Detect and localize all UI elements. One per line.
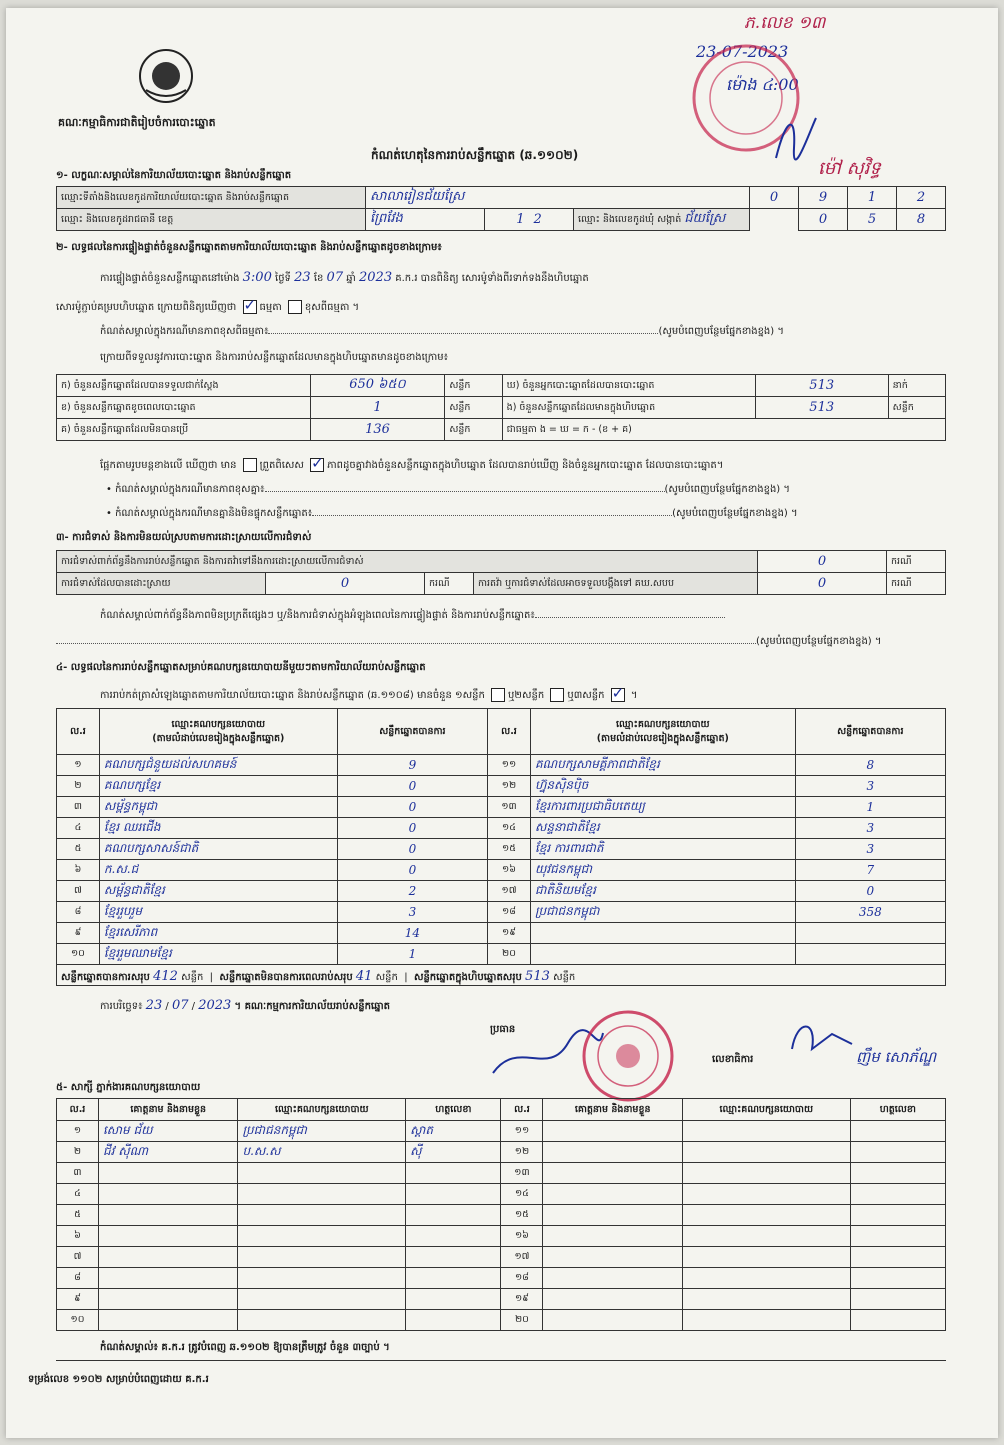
difference-checkbox[interactable] [243,458,257,472]
committee-name: គណៈកម្មាធិការជាតិរៀបចំការបោះឆ្នោត [58,116,216,129]
receipt-signature [766,108,826,168]
agent-signature [406,1205,501,1226]
party-votes: 3 [795,839,945,860]
party-name: ខ្មែរសេរីភាព [99,923,337,944]
party-name [530,923,795,944]
spoiled-ballots-value: 1 [373,400,382,415]
commune-name: ជ័យស្រែ [684,211,726,226]
agent-party [238,1247,406,1268]
party-name: ខ្មែរការពារប្រជាធិបតេយ្យ [530,797,795,818]
results-row [57,923,946,944]
party-name: គណបក្សជំនួយដល់សហគមន៍ [99,755,337,776]
agent-name [543,1163,682,1184]
party-agents-table [56,1098,946,1331]
agent-number: ៨ [57,1268,99,1289]
one-sheet-checkbox[interactable] [491,688,505,702]
agent-number: ១២ [501,1142,543,1163]
agent-signature [406,1247,501,1268]
party-votes: 0 [337,839,487,860]
form-page [6,8,998,1438]
agent-signature [850,1247,945,1268]
party-name: ហ្វ៊ុនស៊ិនប៉ិច [530,776,795,797]
results-row [57,881,946,902]
agent-party [238,1310,406,1331]
receipt-signer-name: ម៉ៅ សុវិទ្ធ [818,158,881,179]
party-votes: 1 [795,797,945,818]
station-code-1: 0 [750,187,799,209]
form-title: កំណត់ហេតុនៃការរាប់សន្លឹកឆ្នោត (ឆ.១១០២) [371,148,579,162]
results-row [57,797,946,818]
party-number: ១៩ [488,923,531,944]
agent-name [98,1310,237,1331]
party-number: ៩ [57,923,100,944]
party-votes: 0 [337,860,487,881]
agent-name [98,1268,237,1289]
chair-label: ប្រធាន [490,1024,516,1035]
col-no-left: ល.រ [57,709,100,755]
normal-checkbox[interactable] [243,300,257,314]
agent-signature [850,1163,945,1184]
agent-party [682,1268,850,1289]
party-name: ខ្មែរ ការពារជាតិ [530,839,795,860]
agent-name [98,1247,237,1268]
appeal-label: ការតវ៉ា ឬការជំទាស់ដែលអាចទទួលបង្ដឹងទៅ គឃ.សបប [474,573,758,595]
agent-number: ១៦ [501,1226,543,1247]
party-name: គណបក្សសាមគ្គីភាពជាតិខ្មែរ [530,755,795,776]
total-in-box: 513 [525,969,550,984]
results-row [57,818,946,839]
agent-number: ១៩ [501,1289,543,1310]
agent-number: ១ [57,1121,99,1142]
party-votes: 9 [337,755,487,776]
box-ballots-label: ង) ចំនួនសន្លឹកឆ្នោតដែលមានក្នុងហិបឆ្នោត [502,397,755,419]
party-number: ១១ [488,755,531,776]
objections-value: 0 [758,551,887,573]
agent-party [682,1310,850,1331]
agent-name: សោម ជ័យ [98,1121,237,1142]
agent-number: ២ [57,1142,99,1163]
date-day: 23 [145,998,163,1013]
party-number: ១៤ [488,818,531,839]
agents-col-sign-left: ហត្ថលេខា [406,1099,501,1121]
party-number: ២០ [488,944,531,965]
agent-party [238,1205,406,1226]
province-label: ឈ្មោះ និងលេខកូដរាជធានី ខេត្ត [57,209,366,231]
party-name: ខ្មែររួមឈាមខ្មែរ [99,944,337,965]
objections-unit: ករណី [887,551,946,573]
agent-number: ៦ [57,1226,99,1247]
spoiled-ballots-unit: សន្លឹក [445,397,502,419]
agent-signature [406,1163,501,1184]
agent-signature [406,1268,501,1289]
agent-signature [850,1289,945,1310]
agent-row [57,1142,946,1163]
province-name: ព្រៃវែង [370,211,403,226]
agent-party [682,1163,850,1184]
stamp-receipt-time: ម៉ោង ៤:00 [726,75,799,94]
resolved-value: 0 [266,573,425,595]
agents-col-party-left: ឈ្មោះគណបក្សនយោបាយ [238,1099,406,1121]
verification-line-2: សោរម៉ូភ្ជាប់គម្របហិបឆ្នោត ក្រោយពិនិត្យឃើញថា ✓ ធម្មតា ខុសពីធម្មតា ។ [56,300,359,314]
party-votes: 7 [795,860,945,881]
extra-note-line: • កំណត់សម្គាល់ក្នុងករណីមានគ្នានិងមិនផ្ទុកសន្លឹកឆ្នោត៖ (សូមបំពេញបន្ថែមផ្នែកខាងខ្នង) ។ [106,508,798,519]
irregularity-note: កំណត់សម្គាល់ពាក់ព័ន្ធនឹងភាពមិនប្រក្រតីផ្សេងៗ ឬ/និងការជំទាស់ក្នុងអំឡុងពេលនៃការផ្ទៀងផ្ទាត់ និងការរាប់សន្លឹកឆ្នោត៖ [100,610,725,622]
agent-signature: ស៊ី [406,1142,501,1163]
party-votes: 8 [795,755,945,776]
party-votes: 3 [795,776,945,797]
agent-name [543,1205,682,1226]
unused-ballots-unit: សន្លឹក [445,419,502,441]
agent-party [238,1184,406,1205]
unused-ballots-label: គ) ចំនួនសន្លឹកឆ្នោតដែលមិនបានប្រើ [57,419,311,441]
agents-col-party-right: ឈ្មោះគណបក្សនយោបាយ [682,1099,850,1121]
total-invalid: 41 [355,969,373,984]
party-votes: 1 [337,944,487,965]
agent-row [57,1184,946,1205]
totals-row: សន្លឹកឆ្នោតបានការសរុប 412 សន្លឹក | សន្លឹកឆ្នោតមិនបានការពេលរាប់សរុប 41 សន្លឹក | សន្លឹកឆ្នោតក្នុងហិបឆ្នោតសរុប 513 សន្លឹក [56,964,946,986]
agent-name [543,1142,682,1163]
results-table [56,708,946,965]
appeal-value: 0 [758,573,887,595]
agent-name [543,1226,682,1247]
results-row [57,944,946,965]
results-row [57,776,946,797]
party-number: ១៦ [488,860,531,881]
agent-party: ប្រជាជនកម្ពុជា [238,1121,406,1142]
resolved-label: ការជំទាស់ដែលបានដោះស្រាយ [57,573,266,595]
agent-signature [406,1226,501,1247]
agent-name [543,1310,682,1331]
commune-code-3: 8 [897,209,946,231]
agent-name [543,1289,682,1310]
agent-number: ២០ [501,1310,543,1331]
col-no-right: ល.រ [488,709,531,755]
party-number: ១៣ [488,797,531,818]
stamp-receipt-date: 23-07-2023 [696,42,789,61]
results-row [57,839,946,860]
agent-number: ១១ [501,1121,543,1142]
appeal-unit: ករណី [887,573,946,595]
ballot-count-table [56,374,946,441]
agent-party [682,1121,850,1142]
agent-row [57,1121,946,1142]
secretary-name: ញឹម សោភ័ណ្ឌ [856,1048,937,1066]
agent-name: ជីវ ស៊ីណា [98,1142,237,1163]
objections-table [56,550,946,595]
party-number: ៤ [57,818,100,839]
date-year: 2023 [198,998,232,1013]
voters-value: 513 [809,378,835,393]
agent-signature [850,1268,945,1289]
party-number: ១២ [488,776,531,797]
agent-number: ១៧ [501,1247,543,1268]
agent-number: ១៣ [501,1163,543,1184]
party-votes: 3 [795,818,945,839]
section2-title: ២- លទ្ធផលនៃការផ្ទៀងផ្ទាត់ចំនួនសន្លឹកឆ្នោតតាមការិយាល័យបោះឆ្នោត និងរាប់សន្លឹកឆ្នោតដូចខាងក្រោម៖ [56,242,442,253]
agent-name [543,1247,682,1268]
party-name: ខ្មែររួបរួម [99,902,337,923]
date-line: ការបរិច្ឆេទ៖ 23 / 07 / 2023 ។ គណៈកម្មការការិយាល័យរាប់សន្លឹកឆ្នោត [100,998,390,1013]
nec-logo [136,46,196,106]
agent-signature [850,1142,945,1163]
formula-text: ជាធម្មតា ង = ឃ = ក - (ខ + គ) [502,419,945,441]
agent-name [98,1205,237,1226]
station-code-4: 2 [897,187,946,209]
agent-party [682,1184,850,1205]
abnormal-checkbox[interactable] [288,300,302,314]
party-votes: 2 [337,881,487,902]
box-ballots-value: 513 [809,400,835,415]
resolved-unit: ករណី [425,573,474,595]
party-number: ៥ [57,839,100,860]
voters-unit: នាក់ [888,375,945,397]
secretary-label: លេខាធិការ [712,1054,754,1065]
col-votes-left: សន្លឹកឆ្នោតបានការ [337,709,487,755]
match-checkbox[interactable] [310,458,324,472]
commune-code-1: 0 [799,209,848,231]
agent-party [682,1289,850,1310]
agent-party [238,1163,406,1184]
party-votes [795,944,945,965]
agents-col-no-left: ល.រ [57,1099,99,1121]
province-code: 1 [516,212,525,227]
station-code-3: 1 [848,187,897,209]
party-name: គណបក្សខ្មែរ [99,776,337,797]
agent-name [98,1226,237,1247]
party-number: ១០ [57,944,100,965]
agent-number: ១៥ [501,1205,543,1226]
commune-label: ឈ្មោះ និងលេខកូដឃុំ សង្កាត់ [578,214,682,225]
party-votes: 14 [337,923,487,944]
party-name: ជាតិនិយមខ្មែរ [530,881,795,902]
agent-signature [406,1289,501,1310]
verification-day: 23 [294,270,311,285]
section4-title: ៤- លទ្ធផលនៃការរាប់សន្លឹកឆ្នោតសម្រាប់គណបក្សនយោបាយនីមួយៗតាមការិយាល័យរាប់សន្លឹកឆ្នោត [56,662,426,673]
agents-col-name-right: គោត្តនាម និងនាមខ្លួន [543,1099,682,1121]
col-party-right: ឈ្មោះគណបក្សនយោបាយ (តាមលំដាប់លេខរៀងក្នុងសន្លឹកឆ្នោត) [530,709,795,755]
verification-year: 2023 [359,270,393,285]
party-name: ក.ស.ជ [99,860,337,881]
spoiled-ballots-label: ខ) ចំនួនសន្លឹកឆ្នោតខូចពេលបោះឆ្នោត [57,397,311,419]
agent-name [98,1163,237,1184]
agent-signature [850,1205,945,1226]
tally-sheet-line: ការរាប់កត់ត្រាសំឡេងឆ្នោតតាមការិយាល័យបោះឆ្នោត និងរាប់សន្លឹកឆ្នោត (ឆ.១១០៨) មានចំនួន ១សន្លឹក ឬ២សន្លឹក ឬ៣សន្លឹក ✓ ។ [100,688,637,702]
section5-title: ៥- សាក្សី ភ្នាក់ងារគណបក្សនយោបាយ [56,1082,201,1093]
section3-title: ៣- ការជំទាស់ និងការមិនយល់ស្របតាមការដោះស្រាយលើការជំទាស់ [56,532,312,543]
agent-signature [406,1310,501,1331]
party-name [530,944,795,965]
verification-line-1: ការផ្ទៀងផ្ទាត់ចំនួនសន្លឹកឆ្នោតនៅម៉ោង 3:00 ថ្ងៃទី 23 ខែ 07 ឆ្នាំ 2023 គ.ក.រ បានពិនិត្យ សោរម៉ូទាំងពីរទាក់ទងនឹងហិបឆ្នោត [100,270,589,285]
three-sheet-checkbox[interactable] [611,688,625,702]
station-code-2: 9 [799,187,848,209]
agent-name [543,1184,682,1205]
committee-seal [578,1006,678,1106]
polling-station-name: សាលារៀនជ័យស្រែ [370,189,465,204]
count-intro-line: ក្រោយពីទទួលនូវការបោះឆ្នោត និងការរាប់សន្លឹកឆ្នោតដែលមានក្នុងហិបឆ្នោតមានដូចខាងក្រោម៖ [100,352,449,363]
party-votes: 3 [337,902,487,923]
party-number: ១ [57,755,100,776]
agent-signature [850,1310,945,1331]
results-row [57,755,946,776]
party-number: ២ [57,776,100,797]
party-name: ខ្មែរ ឈរជើង [99,818,337,839]
agent-signature [850,1121,945,1142]
party-number: ៣ [57,797,100,818]
agent-name [98,1184,237,1205]
results-row [57,860,946,881]
party-votes [795,923,945,944]
date-month: 07 [171,998,189,1013]
formula-result-line: ផ្អែកតាមរូបមន្តខាងលើ ឃើញថា មាន ព្រួតពិសេស ✓ ភាពដូចគ្នាវាងចំនួនសន្លឹកឆ្នោតក្នុងហិបឆ្នោត ដែលបានរាប់ឃើញ និងចំនួនអ្នកបោះឆ្នោត ដែលបានបោះឆ្នោត។ [100,458,723,472]
abnormal-note-line: កំណត់សម្គាល់ក្នុងករណីមានភាពខុសពីធម្មតា៖ (សូមបំពេញបន្ថែមផ្នែកខាងខ្នង) ។ [100,326,784,337]
agent-signature [850,1184,945,1205]
difference-note-line: • កំណត់សម្គាល់ក្នុងករណីមានភាពខុសគ្នា៖ (សូមបំពេញបន្ថែមផ្នែកខាងខ្នង) ។ [106,484,790,495]
commune-code-2: 5 [848,209,897,231]
agent-name [543,1268,682,1289]
secretary-signature [782,1014,862,1064]
agent-row [57,1247,946,1268]
agent-party: ប.ស.ស [238,1142,406,1163]
total-valid: 412 [153,969,178,984]
agents-col-name-left: គោត្តនាម និងនាមខ្លួន [98,1099,237,1121]
agent-number: ១០ [57,1310,99,1331]
party-name: គណបក្សសាសន៍ជាតិ [99,839,337,860]
agents-col-no-right: ល.រ [501,1099,543,1121]
agent-number: ៧ [57,1247,99,1268]
party-number: ៦ [57,860,100,881]
stamp-receipt-number: ភ.លេខ ១៣ [744,13,826,33]
party-name: ប្រជាជនកម្ពុជា [530,902,795,923]
agent-party [682,1226,850,1247]
party-number: ៧ [57,881,100,902]
agent-row [57,1205,946,1226]
received-ballots-label: ក) ចំនួនសន្លឹកឆ្នោតដែលបានទទួលជាក់ស្ដែង [57,375,311,397]
agent-signature [850,1226,945,1247]
province-code-2: 2 [533,212,542,227]
results-row [57,902,946,923]
agent-name [543,1121,682,1142]
agent-signature: ស្ដាត [406,1121,501,1142]
agent-party [238,1289,406,1310]
agent-party [682,1247,850,1268]
party-name: សន្ទនាជាតិខ្មែរ [530,818,795,839]
box-ballots-unit: សន្លឹក [888,397,945,419]
party-name: សម្ព័ន្ធកម្ពុជា [99,797,337,818]
agent-party [682,1142,850,1163]
agent-number: ១៨ [501,1268,543,1289]
irregularity-note-2: (សូមបំពេញបន្ថែមផ្នែកខាងខ្នង) ។ [56,636,882,648]
party-name: យុវជនកម្ពុជា [530,860,795,881]
agent-name [98,1289,237,1310]
agents-col-sign-right: ហត្ថលេខា [850,1099,945,1121]
agent-number: ១៤ [501,1184,543,1205]
agent-number: ៤ [57,1184,99,1205]
agent-row [57,1268,946,1289]
party-votes: 0 [337,797,487,818]
agent-row [57,1226,946,1247]
section1-title: ១- លក្ខណៈសម្គាល់នៃការិយាល័យបោះឆ្នោត និងរាប់សន្លឹកឆ្នោត [56,170,292,181]
agent-party [238,1268,406,1289]
party-votes: 0 [337,818,487,839]
agent-number: ៥ [57,1205,99,1226]
agent-party [682,1205,850,1226]
agent-party [238,1226,406,1247]
party-number: ៨ [57,902,100,923]
agent-row [57,1289,946,1310]
agent-number: ៣ [57,1163,99,1184]
col-votes-right: សន្លឹកឆ្នោតបានការ [795,709,945,755]
received-ballots-unit: សន្លឹក [445,375,502,397]
verification-month: 07 [326,270,344,285]
voters-label: ឃ) ចំនួនអ្នកបោះឆ្នោតដែលបានបោះឆ្នោត [502,375,755,397]
form-code-note: ទម្រង់លេខ ១១០២ សម្រាប់បំពេញដោយ គ.ក.រ [28,1374,209,1385]
party-number: ១៥ [488,839,531,860]
party-votes: 0 [337,776,487,797]
agent-signature [406,1184,501,1205]
objections-label: ការជំទាស់ពាក់ព័ន្ធនឹងការរាប់សន្លឹកឆ្នោត និងការតវ៉ាទៅនឹងការដោះស្រាយលើការជំទាស់ [57,551,758,573]
agent-row [57,1310,946,1331]
party-name: សម្ព័ន្ធជាតិខ្មែរ [99,881,337,902]
party-number: ១៨ [488,902,531,923]
received-ballots-value: 650 ៦៥០ [349,377,406,392]
agent-row [57,1163,946,1184]
unused-ballots-value: 136 [365,422,390,437]
polling-station-label: ឈ្មោះទីតាំងនិងលេខកូដការិយាល័យបោះឆ្នោត និងរាប់សន្លឹកឆ្នោត [57,187,366,209]
two-sheet-checkbox[interactable] [550,688,564,702]
footer-note: កំណត់សម្គាល់៖ គ.ក.រ ត្រូវបំពេញ ឆ.១១០២ ឱ្យបានត្រឹមត្រូវ ចំនួន ៣ច្បាប់ ។ [100,1342,390,1353]
agent-number: ៩ [57,1289,99,1310]
party-votes: 358 [795,902,945,923]
party-number: ១៧ [488,881,531,902]
verification-time: 3:00 [242,270,272,285]
col-party-left: ឈ្មោះគណបក្សនយោបាយ (តាមលំដាប់លេខរៀងក្នុងសន្លឹកឆ្នោត) [99,709,337,755]
section1-table [56,186,946,231]
party-votes: 0 [795,881,945,902]
